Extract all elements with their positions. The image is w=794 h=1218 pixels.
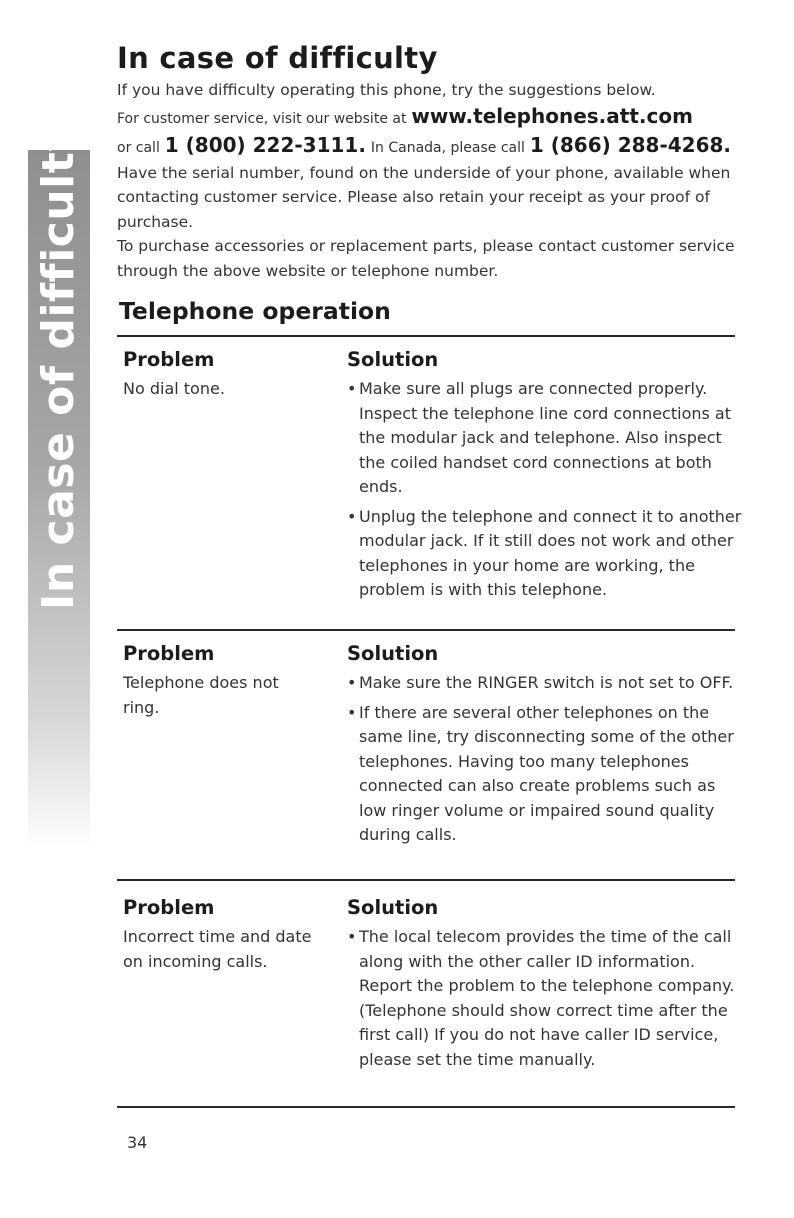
solution-item: • Make sure the RINGER switch is not set to OFF. [347, 671, 747, 696]
problem-text: No dial tone. [123, 379, 225, 398]
solution-item: • If there are several other telephones on the same line, try disconnecting some of the other telephones. Having too many telephones connected can also create problems such as low ringer volume or impaired sound quality during calls. [347, 701, 747, 848]
table-row [117, 881, 735, 1106]
problem-cell [123, 641, 313, 720]
solution-list [347, 925, 747, 1072]
solution-heading: Solution [347, 642, 439, 665]
side-tab-label: In case of difficulty [33, 122, 84, 610]
problem-cell [123, 347, 313, 402]
intro-serial-note: Have the serial number, found on the underside of your phone, available when contacting customer service. Please also retain your receipt as your proof of purchase. [117, 163, 731, 231]
page-title: In case of difficulty [117, 41, 438, 75]
problem-text: Telephone does not ring. [123, 673, 279, 717]
intro-line-2: For customer service, visit our website at www.telephones.att.com [117, 103, 693, 128]
table-row [117, 337, 742, 629]
problem-cell [123, 895, 313, 974]
intro-line-1: If you have difficulty operating this phone, try the suggestions below. [117, 81, 656, 99]
page-number: 34 [127, 1133, 148, 1152]
website-link[interactable]: www.telephones.att.com [411, 103, 693, 128]
section-title: Telephone operation [119, 297, 391, 325]
solution-cell [347, 895, 747, 1077]
solution-list [347, 671, 747, 848]
problem-text: Incorrect time and date on incoming calls. [123, 927, 312, 971]
phone-canada: 1 (866) 288-4268. [529, 132, 732, 157]
problem-heading: Problem [123, 348, 215, 371]
solution-cell [347, 347, 747, 608]
page-content [117, 38, 757, 1108]
intro-line-3: or call 1 (800) 222-3111. In Canada, please call 1 (866) 288-4268. [117, 132, 732, 157]
problem-heading: Problem [123, 896, 215, 919]
solution-heading: Solution [347, 896, 439, 919]
phone-us: 1 (800) 222-3111. [164, 132, 366, 157]
table-row [117, 631, 735, 879]
solution-list [347, 377, 747, 603]
solution-item: • Unplug the telephone and connect it to another modular jack. If it still does not work and other telephones in your home are working, the problem is with this telephone. [347, 505, 747, 603]
divider [117, 1106, 735, 1108]
intro-accessories-note: To purchase accessories or replacement parts, please contact customer service through the above website or telephone number. [117, 237, 735, 280]
solution-cell [347, 641, 747, 853]
solution-heading: Solution [347, 348, 439, 371]
intro [117, 78, 757, 283]
problem-heading: Problem [123, 642, 215, 665]
solution-item: • The local telecom provides the time of the call along with the other caller ID information. Report the problem to the telephone company. (Telephone should show correct time after the first call) If you do not have caller ID service, please set the time manually. [347, 925, 747, 1072]
solution-item: • Make sure all plugs are connected properly. Inspect the telephone line cord connections at the modular jack and telephone. Also inspect the coiled handset cord connections at both ends. [347, 377, 747, 500]
